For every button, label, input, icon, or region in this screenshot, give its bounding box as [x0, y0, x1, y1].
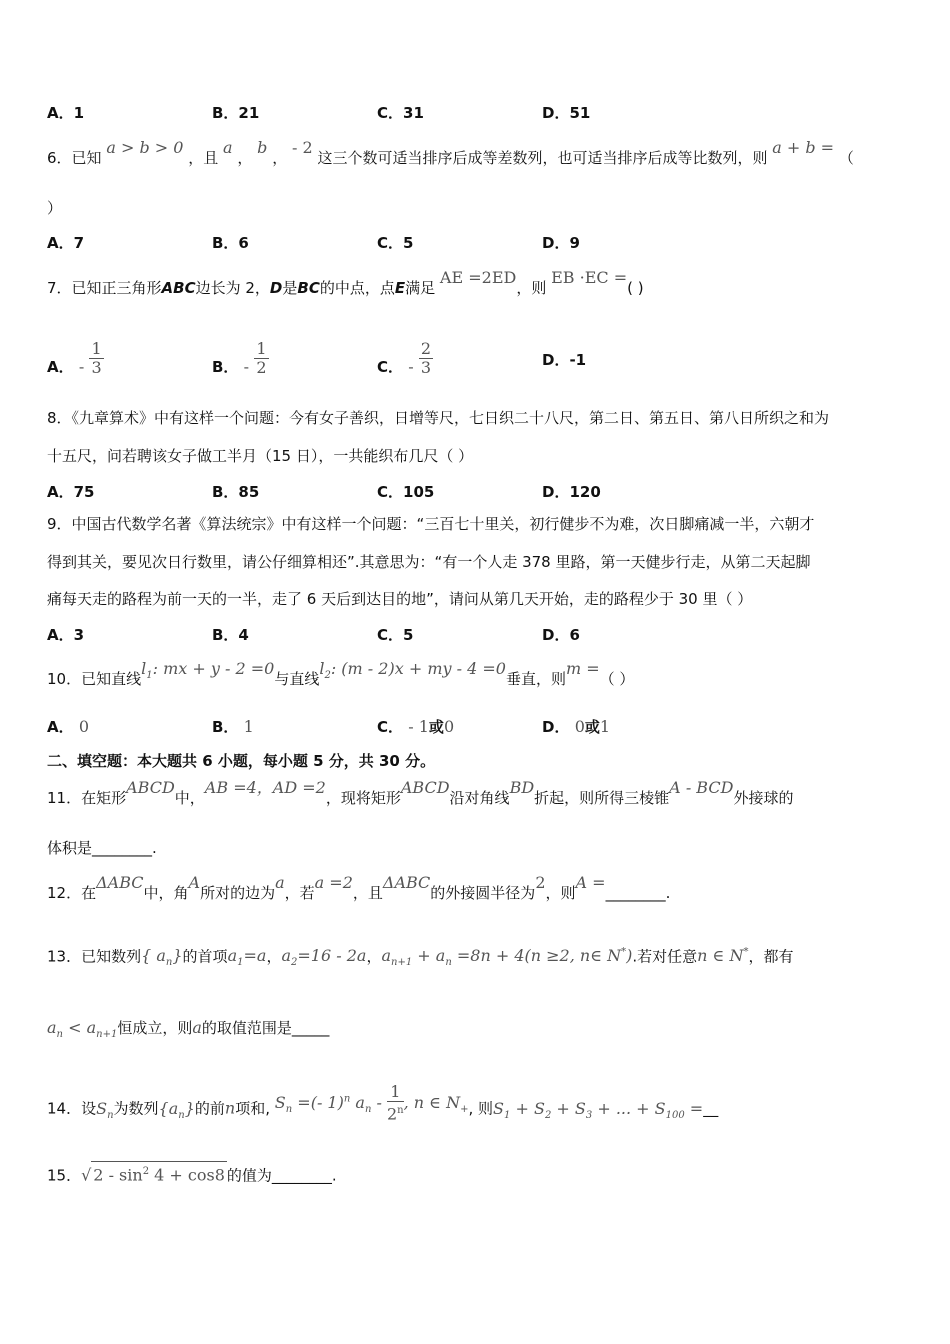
q11-bd: BD: [509, 778, 535, 797]
q7-text4: 的中点，点: [319, 279, 395, 297]
q7-options: [47, 325, 907, 377]
q7-option-a[interactable]: [47, 339, 104, 386]
q14-stem: [47, 1082, 719, 1129]
q6-option-c[interactable]: C．5: [377, 234, 414, 252]
q9-option-d[interactable]: D．6: [542, 626, 580, 644]
q11-line2: 体积是________.: [47, 839, 157, 857]
q13-text5: 恒成立，则: [117, 1019, 193, 1037]
q8-option-a[interactable]: A．75: [47, 483, 95, 501]
q12-answer-blank[interactable]: ________.: [605, 884, 671, 902]
q6-comma: ，: [272, 149, 288, 167]
q12-text3: 所对的边为: [200, 884, 276, 902]
q13-text4: ，都有: [748, 947, 794, 966]
q12-text6: 的外接圆半径为: [430, 884, 536, 902]
q7-text6: ，则: [516, 279, 547, 297]
q13-sequence: { $a_n$}: [141, 946, 183, 969]
q12-text: 12．在: [47, 884, 97, 902]
q13-text: 13．已知数列: [47, 947, 142, 966]
q14-sequence: $\{a_n\}$: [158, 1098, 195, 1121]
q11-text5: 折起，则所得三棱锥: [534, 789, 670, 807]
q14-formula: $S_n$ =(- 1)$^n$ $a_n$ - $\frac{1}{2^n}$ , n ∈ $N_+$: [274, 1082, 469, 1124]
q9-option-b[interactable]: B．4: [212, 626, 249, 644]
q13-var-a: a: [192, 1018, 202, 1037]
q7-bc: BC: [297, 279, 320, 297]
q13-a2: $a_2=16 - 2a$: [281, 946, 367, 969]
q12-radius: 2: [535, 873, 546, 892]
q11-text2: 中，: [174, 789, 205, 807]
q12-angle-a: A: [188, 873, 201, 892]
q9-option-c[interactable]: C．5: [377, 626, 414, 644]
q11-text6: 外接球的: [733, 789, 794, 807]
q6-option-a[interactable]: A．7: [47, 234, 85, 252]
q6-number: 6．已知: [47, 149, 102, 167]
q5-options: [47, 102, 907, 124]
q8-line2: 十五尺，问若聘该女子做工半月（15 日），一共能织布几尺（ ）: [47, 447, 474, 465]
q10-option-c[interactable]: C． - 1或0: [377, 717, 455, 736]
q6-text2: 这三个数可适当排序后成等差数列，也可适当排序后成等比数列，则: [317, 149, 768, 167]
q7-option-d[interactable]: D．-1: [542, 351, 587, 369]
q14-text: 14．设: [47, 1099, 97, 1118]
q14-text2: 为数列: [113, 1099, 159, 1118]
q7-dot-product: EB ·EC =: [551, 268, 628, 287]
q10-m: m =: [565, 659, 600, 678]
q10-option-d[interactable]: D． 0或1: [542, 717, 611, 736]
q12-text7: ，则: [545, 884, 576, 902]
section-title: 二、填空题：本大题共 6 小题，每小题 5 分，共 30 分。: [47, 752, 436, 770]
q7-text5: 满足: [405, 279, 436, 297]
q13-text2: 的首项: [182, 947, 228, 966]
q12-text4: ，若: [284, 884, 315, 902]
q9-line3: 痛每天走的路程为前一天的一半，走了 6 天后到达目的地”，请问从第几天开始，走的路程少于 30 里（ ）: [47, 590, 753, 608]
q7-option-c[interactable]: [377, 339, 433, 386]
q6-text: ，且: [188, 149, 219, 167]
q13-answer-blank[interactable]: 的取值范围是_____: [201, 1019, 330, 1037]
q13-stem: 13．已知数列{ $a_n$}的首项$a_1=a$，$a_2=16 - 2a$，$a_{n+1} + a_n =8n + 4(n \ge 2$, n∈ N*).若对任意n ∈ N*，都有: [47, 946, 794, 969]
q12-triangle: ΔABC: [96, 873, 144, 892]
q7-option-b[interactable]: [212, 339, 269, 386]
q12-a-eq: a =2: [314, 873, 353, 892]
q10-text: 10．已知直线: [47, 670, 142, 688]
q6-var-b: b: [257, 138, 268, 157]
q7-option-b-sign: -: [243, 357, 250, 376]
q7-option-c-fraction: $\frac{2}{3}$: [420, 339, 432, 377]
q6-var-a: a: [223, 138, 233, 157]
q13-inequality: $a_n < a_{n+1}$: [47, 1018, 118, 1041]
q11-cond: AB =4，AD =2: [204, 778, 326, 797]
q10-option-b[interactable]: B． 1: [212, 717, 254, 736]
q15-radicand: $2 - \sin^2 4 + \cos 8$: [91, 1161, 227, 1185]
q7-option-b-label: B．: [212, 358, 239, 376]
q11-tetra: A - BCD: [669, 778, 734, 797]
q7-option-a-fraction: $\frac{1}{3}$: [91, 339, 102, 377]
q11-text3: ，现将矩形: [325, 789, 401, 807]
q13-text3: .若对任意: [632, 947, 698, 966]
q10-option-a[interactable]: A． 0: [47, 717, 90, 736]
q7-d: D: [269, 279, 283, 297]
q12-text2: 中，角: [143, 884, 189, 902]
q6-expr: a + b =: [772, 138, 835, 157]
q6-neg2: - 2: [291, 138, 313, 157]
q7-option-c-sign: -: [408, 357, 414, 376]
q13-n-domain: n ∈ N*: [697, 946, 749, 966]
q11-stem: [47, 778, 794, 808]
q14-text3: 的前: [194, 1099, 225, 1118]
q13-line2: [47, 1018, 329, 1045]
q11-text4: 沿对角线: [449, 789, 510, 807]
q12-answer-expr: A =: [575, 873, 606, 892]
q14-sn: $S_n$: [96, 1098, 114, 1121]
q10-line2: $l_2$: (m - 2)x + my - 4 =0: [319, 659, 506, 682]
q7-stem: [47, 268, 644, 298]
q10-text2: 与直线: [274, 670, 320, 688]
q10-stem: [47, 659, 635, 696]
q10-options: [47, 716, 907, 738]
q15-sqrt-icon: √: [81, 1165, 92, 1185]
q6-comma: ，: [237, 149, 253, 167]
q6-stem: [47, 138, 854, 168]
q7-option-a-sign: -: [78, 357, 85, 376]
q14-text4: 项和,: [235, 1099, 270, 1118]
q8-options: [47, 481, 907, 503]
q7-e: E: [394, 279, 406, 297]
q11-abcd: ABCD: [126, 778, 175, 797]
q14-text5: , 则: [468, 1099, 494, 1118]
q8-option-d[interactable]: D．120: [542, 483, 601, 501]
q7-abc: ABC: [161, 279, 196, 297]
q6-condition: a > b > 0: [106, 138, 184, 157]
q6-options: [47, 232, 907, 254]
q5-option-b[interactable]: B．21: [212, 104, 260, 122]
q9-option-a[interactable]: A．3: [47, 626, 85, 644]
q14-answer-blank[interactable]: __: [703, 1099, 719, 1118]
q12-side-a: a: [275, 873, 285, 892]
q6-option-b[interactable]: B．6: [212, 234, 249, 252]
q5-option-c[interactable]: C．31: [377, 104, 424, 122]
q14-n: n: [224, 1098, 236, 1118]
q12-triangle2: ΔABC: [382, 873, 431, 892]
q7-option-c-label: C．: [377, 358, 404, 376]
q8-option-b[interactable]: B．85: [212, 483, 260, 501]
q7-paren: ( ): [627, 279, 644, 297]
q11-abcd2: ABCD: [400, 778, 450, 797]
q6-paren: （: [838, 149, 854, 167]
q15-number: 15．: [47, 1166, 82, 1185]
q14-sum: $S_1 + S_2 + S_3$ + ... + $S_{100}$ =: [493, 1098, 704, 1121]
q9-options: [47, 624, 907, 646]
q6-stem-end: ）: [47, 199, 63, 217]
q13-a1: $a_1=a$: [227, 946, 267, 969]
q7-option-b-fraction: $\frac{1}{2}$: [256, 339, 267, 377]
q9-line1: 9．中国古代数学名著《算法统宗》中有这样一个问题：“三百七十里关，初行健步不为难，次日脚痛减一半，六朝才: [47, 515, 815, 533]
q11-text: 11．在矩形: [47, 789, 127, 807]
q9-line2: 得到其关，要见次日行数里，请公仔细算相还”.其意思为：“有一个人走 378 里路，第一天健步行走，从第二天起脚: [47, 553, 811, 571]
q8-option-c[interactable]: C．105: [377, 483, 435, 501]
q12-stem: [47, 873, 671, 903]
q7-text: 7．已知正三角形: [47, 279, 162, 297]
q5-option-a[interactable]: A．1: [47, 104, 85, 122]
q5-option-d[interactable]: D．51: [542, 104, 591, 122]
q6-option-d[interactable]: D．9: [542, 234, 580, 252]
q7-option-a-label: A．: [47, 358, 74, 376]
q10-line1: $l_1$: mx + y - 2 =0: [141, 659, 275, 682]
q7-text2: 边长为 2，: [195, 279, 270, 297]
q15-answer-blank[interactable]: 的值为________.: [226, 1166, 337, 1185]
q15-stem: [47, 1161, 337, 1185]
q12-text5: ，且: [352, 884, 383, 902]
q13-recurrence: $a_{n+1} + a_n =8n + 4(n \ge 2$, n∈ N*): [381, 946, 633, 969]
q7-ae-eq: AE =2ED: [439, 268, 517, 287]
q7-text3: 是: [282, 279, 298, 297]
q8-line1: 8．《九章算术》中有这样一个问题：今有女子善织，日增等尺，七日织二十八尺，第二日、第五日、第八日所织之和为: [47, 409, 830, 427]
q10-text3: 垂直，则: [505, 670, 566, 688]
q10-paren: （ ）: [599, 670, 635, 688]
